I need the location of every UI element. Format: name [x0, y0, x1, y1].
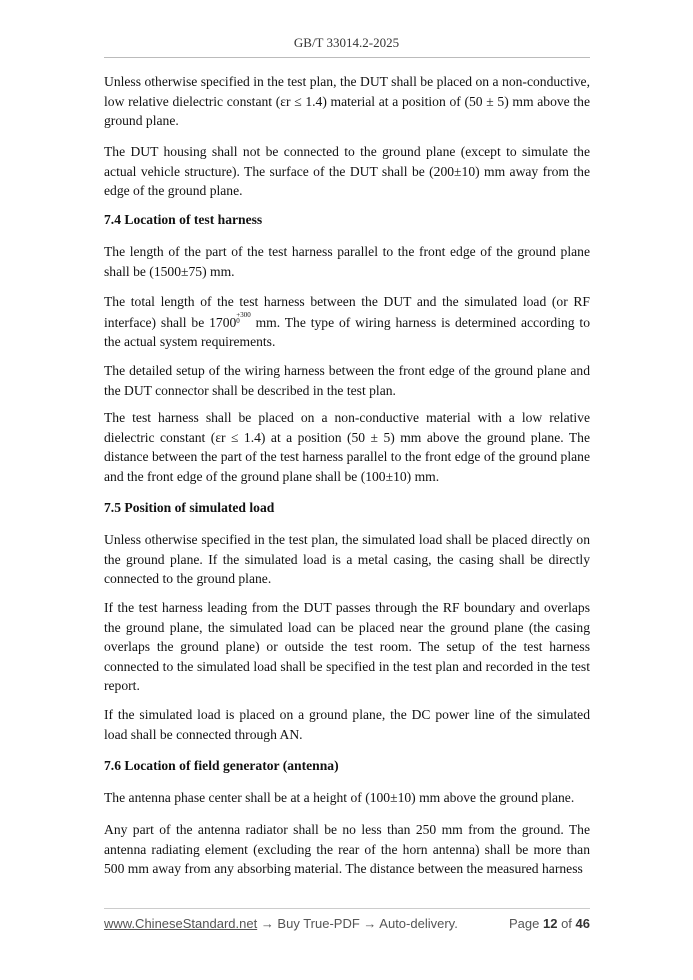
current-page: 12: [542, 916, 558, 931]
page-header: GB/T 33014.2-2025: [293, 35, 400, 50]
page-number: [509, 916, 590, 931]
total-pages: 46: [575, 916, 590, 931]
paragraph: If the simulated load is placed on a ground plane, the DC power line of the simulated load shall be connected through AN.: [104, 707, 590, 742]
paragraph: The test harness shall be placed on a non-conductive material with a low relative dielectric constant (εr ≤ 1.4) at a position (50 ± 5) mm above the ground plane. The distance between the part of the test harness parallel to the front edge of the ground plane and the front edge of the ground plane shall be (100±10) mm.: [104, 410, 590, 484]
page-label: Page: [508, 916, 540, 931]
footer-promo: [104, 916, 458, 931]
section-heading-7-6: 7.6 Location of field generator (antenna): [104, 758, 339, 773]
paragraph: If the test harness leading from the DUT passes through the RF boundary and overlaps the ground plane, the simulated load can be placed near the ground plane (the casing overlaps the ground plane) or outside the test room. The setup of the test harness connected to the simulated load shall be specified in the test plan and recorded in the test report.: [104, 600, 590, 693]
tolerance-upper: +300: [236, 310, 251, 319]
tolerance: [236, 312, 250, 324]
paragraph: The length of the part of the test harness parallel to the front edge of the ground plane shall be (1500±75) mm.: [104, 244, 590, 279]
paragraph: The detailed setup of the wiring harness between the front edge of the ground plane and the DUT connector shall be described in the test plan.: [104, 363, 590, 398]
section-heading-7-4: 7.4 Location of test harness: [104, 212, 263, 227]
page-footer: [104, 916, 590, 931]
of-label: of: [561, 916, 572, 931]
paragraph: Any part of the antenna radiator shall be no less than 250 mm from the ground. The antenna radiating element (excluding the rear of the horn antenna) shall be more than 500 mm away from any absorbing material. The distance between the measured harness: [104, 822, 590, 876]
paragraph: The DUT housing shall not be connected to the ground plane (except to simulate the actual vehicle structure). The surface of the DUT shall be (200±10) mm away from the edge of the ground plane.: [104, 144, 590, 198]
paragraph: The antenna phase center shall be at a height of (100±10) mm above the ground plane.: [104, 790, 575, 805]
paragraph: Unless otherwise specified in the test plan, the DUT shall be placed on a non-conductive, low relative dielectric constant (εr ≤ 1.4) material at a position of (50 ± 5) mm above the ground plane.: [104, 74, 590, 128]
paragraph: Unless otherwise specified in the test plan, the simulated load shall be placed directly on the ground plane. If the simulated load is a metal casing, the casing shall be directly connected to the ground plane.: [104, 532, 590, 586]
footer-divider: [104, 908, 590, 909]
footer-text: → Buy True-PDF → Auto-delivery.: [257, 916, 458, 931]
header-divider: [104, 57, 590, 58]
text: mm. The type of wiring harness is determined according to the actual system requirements.: [104, 314, 590, 349]
section-heading-7-5: 7.5 Position of simulated load: [104, 500, 275, 515]
text: The total length of the test harness between the DUT and the simulated load (or RF interface) shall be 1700: [104, 294, 590, 330]
site-link[interactable]: www.ChineseStandard.net: [104, 916, 258, 931]
paragraph: [104, 292, 590, 352]
tolerance-lower: 0: [236, 316, 240, 325]
